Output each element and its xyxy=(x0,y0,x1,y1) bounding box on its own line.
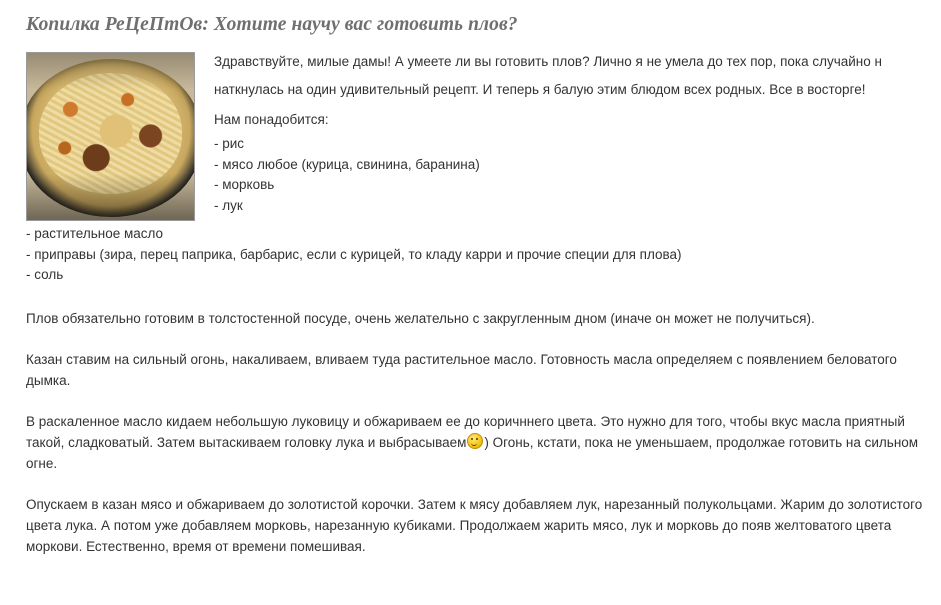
intro-line-2: наткнулась на один удивительный рецепт. И теперь я балую этим блюдом всех родных. Все в восторге! xyxy=(214,82,866,97)
list-item: - растительное масло xyxy=(26,226,164,241)
paragraph-meat: Опускаем в казан мясо и обжариваем до золотистой корочки. Затем к мясу добавляем лук, нарезанный полукольцами. Жарим до золотистого цвета лука. А потом уже добавляем морковь, нарезанную кубиками. Продолжаем жарить мясо, лук и морковь до появ желтоватого цвета моркови. Естественно, время от времени помешивая. xyxy=(26,496,923,554)
page-title: Копилка РеЦеПтОв: Хотите научу вас готовить плов? xyxy=(26,14,518,35)
plov-photo xyxy=(26,52,195,221)
paragraph-onion-part3: ) Огонь, кстати, пока не уменьшаем, продолжае xyxy=(484,434,786,450)
list-item: - приправы (зира, перец паприка, барбарис, если с курицей, то кладу карри и прочие специи для плова) xyxy=(26,246,682,262)
paragraph-onion-part1: В раскаленное масло кидаем небольшую луковицу и обжариваем ее до коричннего цвета. Это нужно для того, чтобы вкус масла xyxy=(26,413,841,429)
list-item: - мясо любое (курица, свинина, баранина) xyxy=(214,156,480,172)
intro-text xyxy=(214,52,941,216)
ingredients-list-top xyxy=(214,134,941,216)
pan-rim-shading xyxy=(27,53,194,220)
smiley-icon xyxy=(467,433,483,449)
ingredients-heading: Нам понадобится: xyxy=(214,112,329,127)
intro-block xyxy=(26,52,941,222)
paragraph-onion-part4: готовить на сильном огне. xyxy=(26,434,919,471)
body-text xyxy=(26,308,941,557)
paragraph-cookware: Плов обязательно готовим в толстостенной посуде, очень желательно с закругленным дном (иначе он может не получиться). xyxy=(26,310,815,326)
intro-line-1: Здравствуйте, милые дамы! А умеете ли вы готовить плов? Лично я не умела до тех пор, пока случайно н xyxy=(214,54,882,69)
list-item: - лук xyxy=(214,197,243,213)
paragraph-onion xyxy=(26,411,941,474)
paragraph-onion-part2: приятный такой, сладковатый. Затем вытаскиваем головку лука и выбрасываем xyxy=(26,413,905,450)
ingredients-list-bottom xyxy=(26,224,941,286)
paragraph-heating-oil: Казан ставим на сильный огонь, накаливаем, вливаем туда растительное масло. Готовность масла определяем с появлением беловатого дымка. xyxy=(26,351,897,388)
list-item: - рис xyxy=(214,136,245,151)
list-item: - соль xyxy=(26,267,64,282)
list-item: - морковь xyxy=(214,177,275,192)
